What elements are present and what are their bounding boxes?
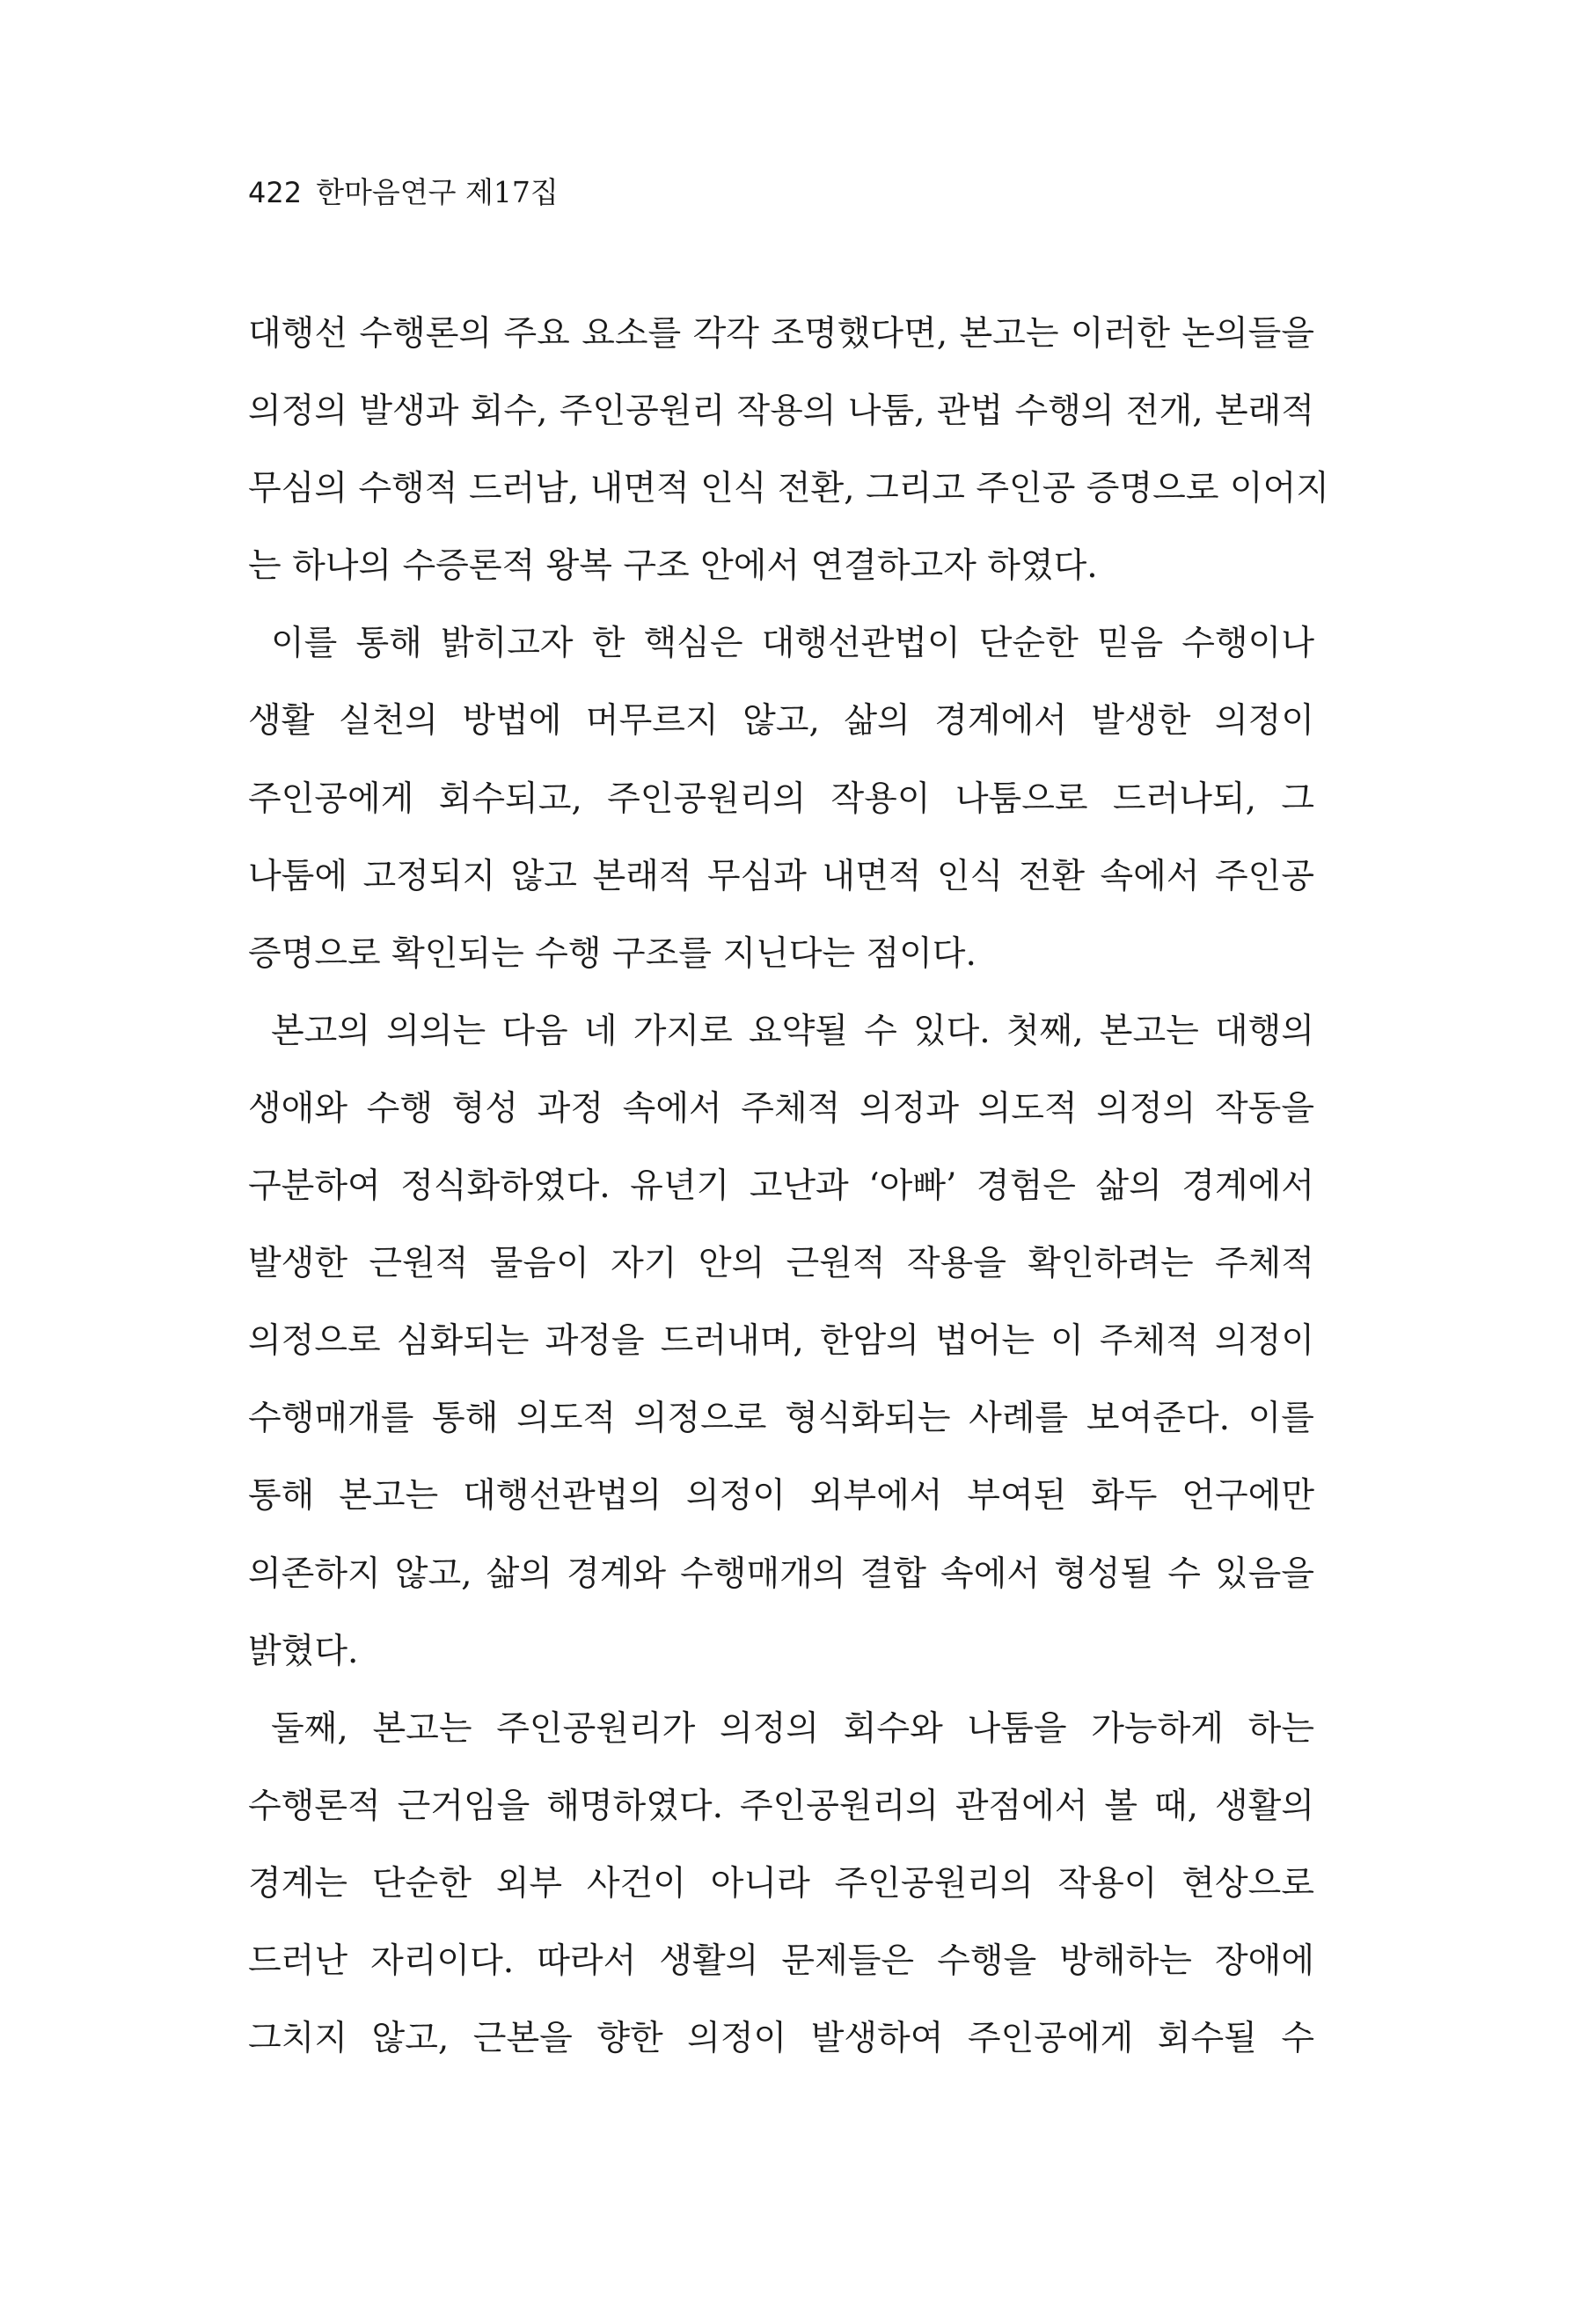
text-line: 발생한 근원적 물음이 자기 안의 근원적 작용을 확인하려는 주체적 [248,1244,1314,1284]
text-line: 그치지 않고, 근본을 향한 의정이 발생하여 주인공에게 회수될 수 [248,2019,1314,2059]
text-line: 의정의 발생과 회수, 주인공원리 작용의 나툼, 관법 수행의 전개, 본래적 [248,391,1314,432]
page-number: 422 [248,176,303,209]
text-line: 생애와 수행 형성 과정 속에서 주체적 의정과 의도적 의정의 작동을 [248,1088,1314,1129]
text-line: 나툼에 고정되지 않고 본래적 무심과 내면적 인식 전환 속에서 주인공 [248,856,1314,896]
text-line: 는 하나의 수증론적 왕복 구조 안에서 연결하고자 하였다. [248,546,1098,587]
paragraph-first-line: 둘째, 본고는 주인공원리가 의정의 회수와 나툼을 가능하게 하는 [271,1708,1314,1749]
text-line: 밝혔다. [248,1631,359,1671]
paragraph-first-line: 이를 통해 밝히고자 한 핵심은 대행선관법이 단순한 믿음 수행이나 [271,624,1314,664]
text-line: 주인공에게 회수되고, 주인공원리의 작용이 나툼으로 드러나되, 그 [248,778,1314,819]
text-line: 대행선 수행론의 주요 요소를 각각 조명했다면, 본고는 이러한 논의들을 [248,314,1314,354]
body-text [248,296,1329,2078]
text-line: 증명으로 확인되는 수행 구조를 지닌다는 점이다. [248,933,977,974]
text-line: 수행매개를 통해 의도적 의정으로 형식화되는 사례를 보여준다. 이를 [248,1399,1314,1439]
text-line: 수행론적 근거임을 해명하였다. 주인공원리의 관점에서 볼 때, 생활의 [248,1786,1314,1826]
running-header [248,172,559,213]
text-line: 경계는 단순한 외부 사건이 아니라 주인공원리의 작용이 현상으로 [248,1863,1314,1904]
paragraph-first-line: 본고의 의의는 다음 네 가지로 요약될 수 있다. 첫째, 본고는 대행의 [271,1011,1314,1051]
journal-title: 한마음연구 제17집 [316,175,559,209]
text-line: 의정으로 심화되는 과정을 드러내며, 한암의 법어는 이 주체적 의정이 [248,1321,1314,1362]
text-line: 생활 실천의 방법에 머무르지 않고, 삶의 경계에서 발생한 의정이 [248,701,1314,742]
text-line: 구분하여 정식화하였다. 유년기 고난과 ‘아빠’ 경험은 삶의 경계에서 [248,1166,1314,1207]
text-line: 의존하지 않고, 삶의 경계와 수행매개의 결합 속에서 형성될 수 있음을 [248,1553,1314,1594]
text-line: 드러난 자리이다. 따라서 생활의 문제들은 수행을 방해하는 장애에 [248,1940,1314,1981]
text-line: 통해 본고는 대행선관법의 의정이 외부에서 부여된 화두 언구에만 [248,1476,1314,1516]
text-line: 무심의 수행적 드러남, 내면적 인식 전환, 그리고 주인공 증명으로 이어지 [248,469,1329,509]
